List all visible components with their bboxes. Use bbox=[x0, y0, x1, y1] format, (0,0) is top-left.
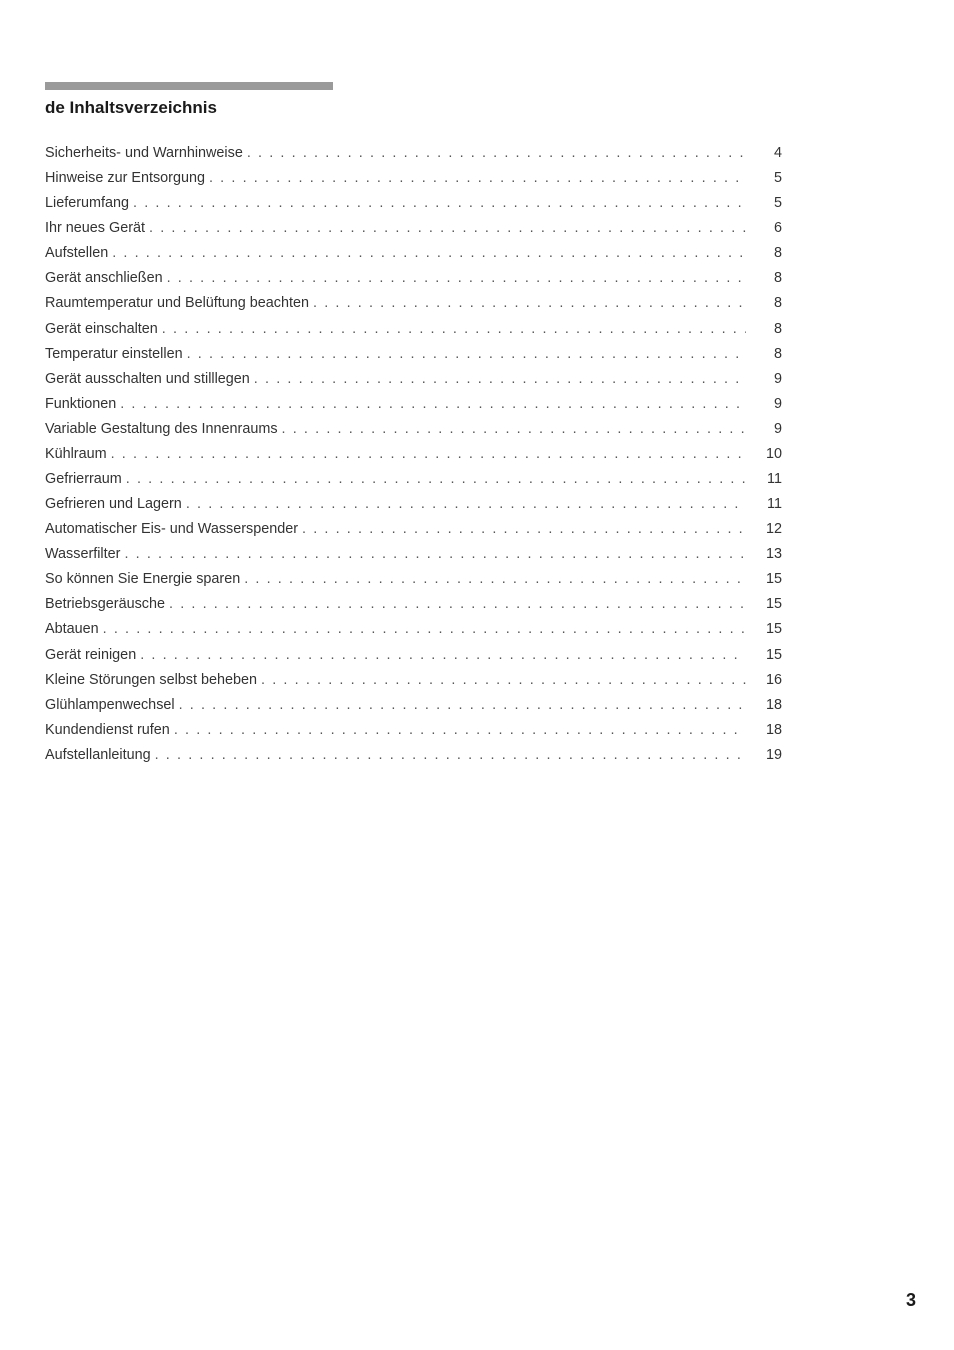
dot-leader bbox=[126, 467, 746, 492]
toc-entry-page: 9 bbox=[773, 370, 782, 387]
page-title: de Inhaltsverzeichnis bbox=[45, 98, 217, 117]
toc-entry-page: 8 bbox=[773, 270, 782, 287]
toc-entry-title: Glühlampenwechsel bbox=[45, 696, 175, 713]
toc-entry-title: Funktionen bbox=[45, 395, 117, 412]
toc-entry[interactable] bbox=[45, 317, 782, 342]
toc-entry-page: 16 bbox=[765, 671, 782, 688]
toc-entry[interactable] bbox=[45, 216, 782, 241]
toc-entry-title: Betriebsgeräusche bbox=[45, 596, 165, 613]
toc-entry-title: Hinweise zur Entsorgung bbox=[45, 170, 205, 187]
dot-leader bbox=[155, 743, 746, 768]
toc-entry[interactable] bbox=[45, 743, 782, 768]
toc-entry[interactable] bbox=[45, 141, 782, 166]
toc-entry-page: 8 bbox=[773, 245, 782, 262]
toc-entry-page: 5 bbox=[773, 195, 782, 212]
toc-entry-title: Gefrierraum bbox=[45, 471, 122, 488]
toc-entry-title: Aufstellen bbox=[45, 245, 109, 262]
toc-entry-title: Wasserfilter bbox=[45, 546, 121, 563]
dot-leader bbox=[179, 693, 746, 718]
dot-leader bbox=[282, 417, 746, 442]
toc-entry-title: Temperatur einstellen bbox=[45, 345, 183, 362]
toc-entry[interactable] bbox=[45, 567, 782, 592]
toc-entry-title: Sicherheits- und Warnhinweise bbox=[45, 145, 243, 161]
toc-entry[interactable] bbox=[45, 392, 782, 417]
toc-entry-page: 10 bbox=[765, 445, 782, 462]
toc-entry[interactable] bbox=[45, 643, 782, 668]
dot-leader bbox=[111, 442, 746, 467]
toc-entry-page: 11 bbox=[767, 471, 782, 488]
toc-entry-page: 15 bbox=[765, 621, 782, 638]
dot-leader bbox=[313, 291, 746, 316]
dot-leader bbox=[254, 367, 746, 392]
dot-leader bbox=[133, 191, 746, 216]
toc-entry[interactable] bbox=[45, 617, 782, 642]
dot-leader bbox=[167, 266, 746, 291]
toc-entry[interactable] bbox=[45, 367, 782, 392]
toc-entry-page: 13 bbox=[765, 546, 782, 563]
toc-entry-title: Gerät anschließen bbox=[45, 270, 163, 287]
page-number: 3 bbox=[905, 1290, 916, 1310]
toc-entry-title: Raumtemperatur und Belüftung beachten bbox=[45, 295, 309, 312]
toc-entry[interactable] bbox=[45, 291, 782, 316]
toc-entry[interactable] bbox=[45, 718, 782, 743]
toc-entry-title: Kühlraum bbox=[45, 445, 107, 462]
dot-leader bbox=[169, 592, 746, 617]
toc-entry[interactable] bbox=[45, 166, 782, 191]
toc-entry[interactable] bbox=[45, 517, 782, 542]
dot-leader bbox=[261, 668, 746, 693]
dot-leader bbox=[209, 166, 746, 191]
toc-entry-title: Variable Gestaltung des Innenraums bbox=[45, 420, 278, 437]
toc-entry-page: 15 bbox=[765, 596, 782, 613]
toc-entry-page: 8 bbox=[773, 345, 782, 362]
toc-entry-page: 15 bbox=[765, 571, 782, 588]
toc-entry[interactable] bbox=[45, 342, 782, 367]
toc-entry-page: 9 bbox=[773, 420, 782, 437]
toc-entry[interactable] bbox=[45, 542, 782, 567]
toc-entry-page: 5 bbox=[773, 170, 782, 187]
dot-leader bbox=[124, 542, 746, 567]
toc-entry-title: Gefrieren und Lagern bbox=[45, 496, 182, 513]
toc-entry-page: 8 bbox=[773, 320, 782, 337]
toc-entry-page: 12 bbox=[765, 521, 782, 538]
dot-leader bbox=[174, 718, 746, 743]
toc-entry[interactable] bbox=[45, 592, 782, 617]
toc-entry-title: Gerät reinigen bbox=[45, 646, 137, 663]
toc-entry[interactable] bbox=[45, 442, 782, 467]
dot-leader bbox=[149, 216, 746, 241]
dot-leader bbox=[120, 392, 746, 417]
toc-entry-title: So können Sie Energie sparen bbox=[45, 571, 241, 588]
toc-entry-page: 6 bbox=[773, 220, 782, 237]
toc-entry-page: 8 bbox=[773, 295, 782, 312]
dot-leader bbox=[187, 342, 746, 367]
toc-entry[interactable] bbox=[45, 191, 782, 216]
dot-leader bbox=[103, 617, 746, 642]
toc-entry-title: Gerät ausschalten und stilllegen bbox=[45, 370, 250, 387]
dot-leader bbox=[247, 141, 746, 166]
toc-entry-page: 11 bbox=[767, 496, 782, 513]
dot-leader bbox=[302, 517, 746, 542]
toc-entry-page: 4 bbox=[773, 145, 782, 161]
toc-entry-page: 18 bbox=[765, 721, 782, 738]
toc-entry-title: Abtauen bbox=[45, 621, 99, 638]
toc-entry[interactable] bbox=[45, 241, 782, 266]
toc-entry-title: Kleine Störungen selbst beheben bbox=[45, 671, 258, 688]
toc-entry-page: 15 bbox=[765, 646, 782, 663]
dot-leader bbox=[186, 492, 746, 517]
toc-entry-title: Gerät einschalten bbox=[45, 320, 158, 337]
dot-leader bbox=[140, 643, 746, 668]
toc-entry[interactable] bbox=[45, 417, 782, 442]
toc-entry[interactable] bbox=[45, 467, 782, 492]
toc-entry-title: Ihr neues Gerät bbox=[45, 220, 145, 237]
toc-entry[interactable] bbox=[45, 266, 782, 291]
header-rule bbox=[45, 82, 333, 90]
toc-entry-page: 18 bbox=[765, 696, 782, 713]
toc-entry-page: 9 bbox=[773, 395, 782, 412]
dot-leader bbox=[162, 317, 746, 342]
toc-entry[interactable] bbox=[45, 693, 782, 718]
toc-entry[interactable] bbox=[45, 668, 782, 693]
toc-entry[interactable] bbox=[45, 492, 782, 517]
toc-entry-page: 19 bbox=[765, 746, 782, 763]
toc-entry-title: Automatischer Eis- und Wasserspender bbox=[45, 521, 299, 538]
dot-leader bbox=[244, 567, 746, 592]
dot-leader bbox=[112, 241, 746, 266]
toc-entry-title: Kundendienst rufen bbox=[45, 721, 170, 738]
table-of-contents bbox=[45, 141, 782, 768]
toc-entry-title: Lieferumfang bbox=[45, 195, 129, 212]
toc-entry-title: Aufstellanleitung bbox=[45, 746, 151, 763]
